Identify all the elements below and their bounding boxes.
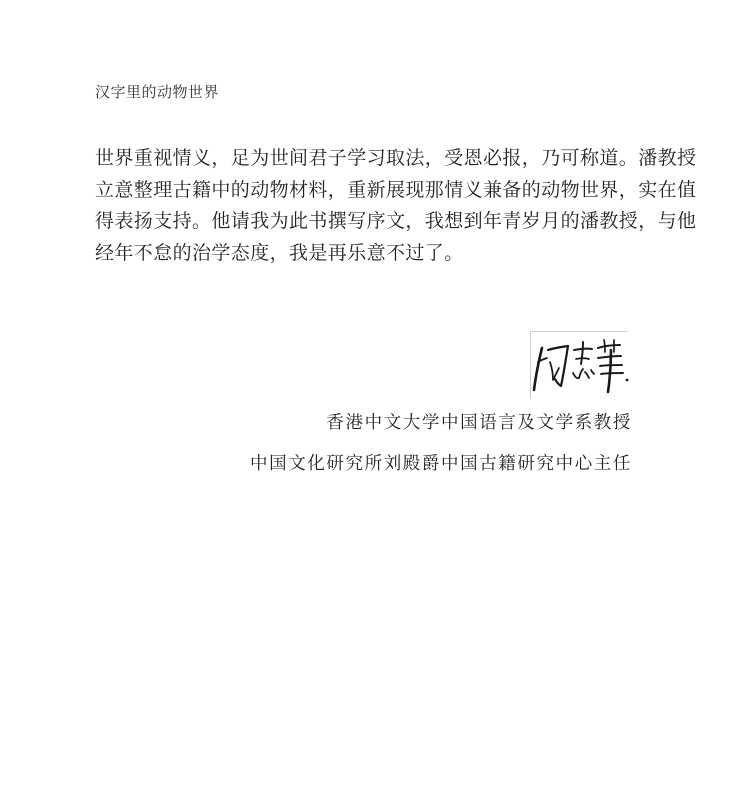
running-header-title: 汉字里的动物世界 — [95, 83, 220, 101]
author-affiliation-line-1: 香港中文大学中国语言及文学系教授 — [326, 413, 632, 433]
body-line: 经年不怠的治学态度，我是再乐意不过了。 — [95, 241, 464, 264]
body-line: 得表扬支持。他请我为此书撰写序文，我想到年青岁月的潘教授，与他 — [95, 210, 697, 232]
handwritten-signature — [528, 328, 630, 400]
author-affiliation-line-2: 中国文化研究所刘殿爵中国古籍研究中心主任 — [250, 454, 632, 474]
body-line: 世界重视情义，足为世间君子学习取法，受恩必报，乃可称道。潘教授 — [95, 147, 697, 169]
signature-strokes — [528, 328, 630, 400]
body-line: 立意整理古籍中的动物材料，重新展现那情义兼备的动物世界，实在值 — [95, 178, 697, 201]
body-paragraph — [95, 143, 695, 269]
